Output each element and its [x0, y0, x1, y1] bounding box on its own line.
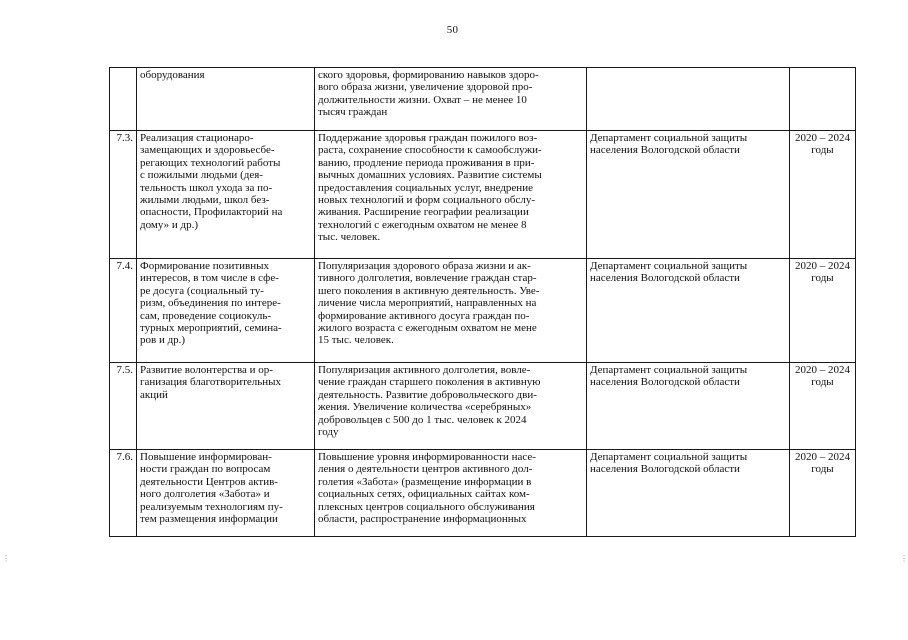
executor-cell: Департамент социальной защиты населения Вологодской области [587, 450, 790, 537]
result-cell: Повышение уровня информированности насе- ления о деятельности центров активного дол- голетия «Забота» (размещение информации в социальных сетях, официальных сайтах ком- плексных центров социального обслуживания области, распространение информационных [315, 450, 587, 537]
activity-cell: Развитие волонтерства и ор- ганизация благотворительных акций [137, 363, 315, 450]
executor-cell: Департамент социальной защиты населения Вологодской области [587, 363, 790, 450]
period-cell: 2020 – 2024 годы [790, 131, 856, 259]
table-row [110, 259, 856, 363]
row-number: 7.6. [110, 450, 137, 537]
period-cell: 2020 – 2024 годы [790, 363, 856, 450]
executor-cell [587, 68, 790, 131]
result-cell: Популяризация активного долголетия, вовле- чение граждан старшего поколения в активную деятельность. Развитие добровольческого дви- жения. Увеличение количества «серебряных» добровольцев с 500 до 1 тыс. человек к 2024 году [315, 363, 587, 450]
row-number [110, 68, 137, 131]
row-number: 7.5. [110, 363, 137, 450]
row-number: 7.3. [110, 131, 137, 259]
period-cell [790, 68, 856, 131]
activity-cell: Формирование позитивных интересов, в том числе в сфе- ре досуга (социальный ту- ризм, объединения по интере- сам, проведение социокуль- турных мероприятий, семина- ров и др.) [137, 259, 315, 363]
result-cell: Поддержание здоровья граждан пожилого воз- раста, сохранение способности к самообслужи- ванию, продление периода проживания в при- вычных домашних условиях. Развитие системы предоставления социальных услуг, внедрение новых технологий и форм социального обслу- живания. Расширение географии реализации технологий с ежегодным охватом не менее 8 тыс. человек. [315, 131, 587, 259]
result-cell: Популяризация здорового образа жизни и ак- тивного долголетия, вовлечение граждан стар- шего поколения в активную деятельность. Уве- личение числа мероприятий, направленных на формирование активного досуга граждан по- жилого возраста с ежегодным охватом не мене 15 тыс. человек. [315, 259, 587, 363]
scan-edge-mark-left: ⋮ [2, 554, 10, 563]
activity-cell: Повышение информирован- ности граждан по вопросам деятельности Центров актив- ного долголетия «Забота» и реализуемым технологиям пу- тем размещения информации [137, 450, 315, 537]
period-cell: 2020 – 2024 годы [790, 450, 856, 537]
executor-cell: Департамент социальной защиты населения Вологодской области [587, 259, 790, 363]
executor-cell: Департамент социальной защиты населения Вологодской области [587, 131, 790, 259]
page-number: 50 [446, 24, 459, 36]
table-row [110, 450, 856, 537]
scan-edge-mark-right: ⋮ [900, 554, 908, 563]
row-number: 7.4. [110, 259, 137, 363]
activity-cell: Реализация стационаро- замещающих и здоровьесбе- регающих технологий работы с пожилыми людьми (дея- тельность школ ухода за по- жилыми людьми, школ без- опасности, Профилакторий на дому» и др.) [137, 131, 315, 259]
table-row [110, 68, 856, 131]
program-activities-table [109, 67, 856, 537]
table-row [110, 363, 856, 450]
period-cell: 2020 – 2024 годы [790, 259, 856, 363]
table-row [110, 131, 856, 259]
result-cell: ского здоровья, формированию навыков здоро- вого образа жизни, увеличение здоровой про- должительности жизни. Охват – не менее 10 тысяч граждан [315, 68, 587, 131]
activity-cell: оборудования [137, 68, 315, 131]
